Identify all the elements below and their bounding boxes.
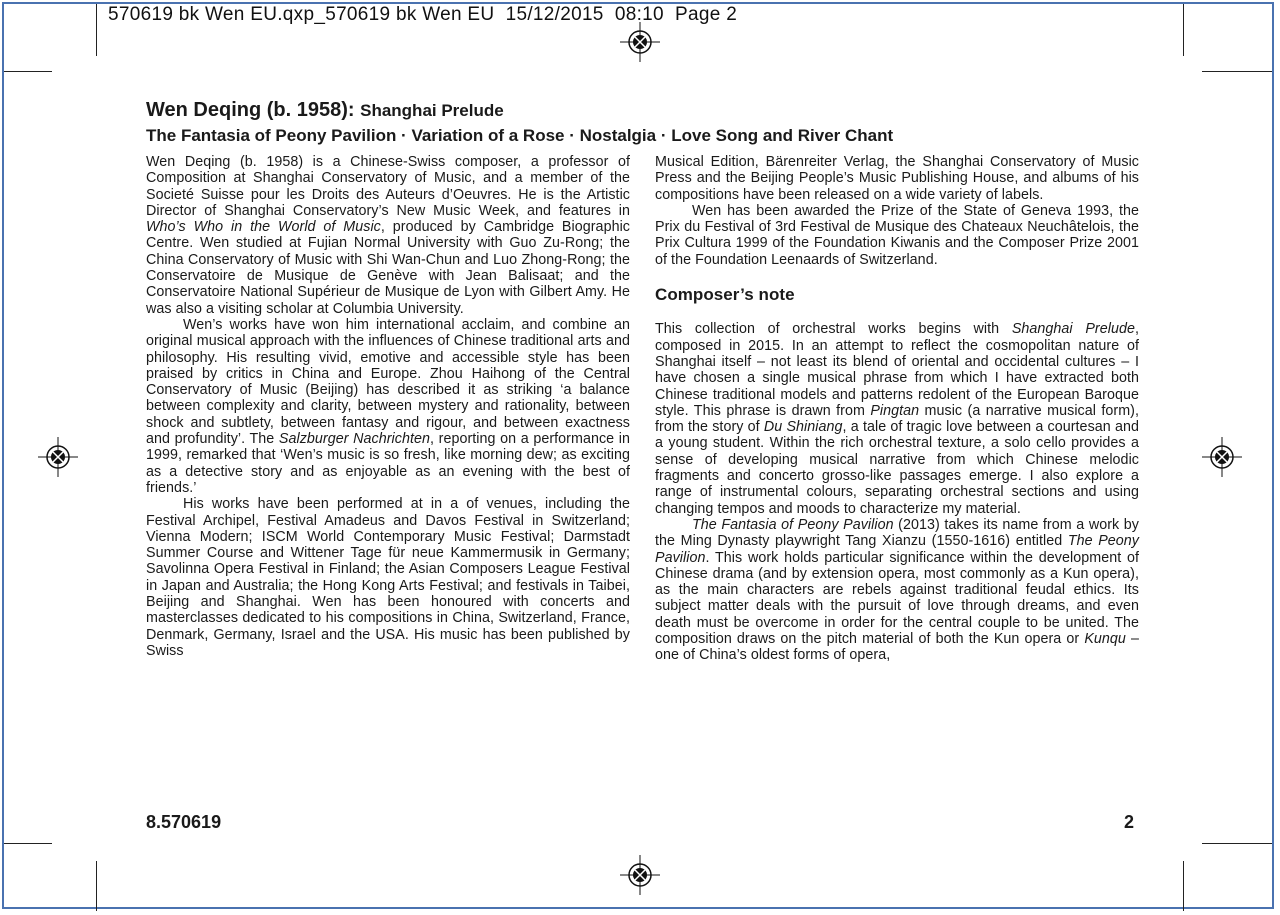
text-run: , a tale of tragic love between a courtesan and a young student. Within the rich orchestral texture, a solo cello provides a sense of developing musical narrative from which Chinese melodic fragments and concerto grosso-like passages emerge. I also explore a range of instrumental colours, separating orchestral sections and using changing tempos and moods to characterize my material. (655, 419, 1139, 517)
italic-title: The Fantasia of Peony Pavilion (692, 516, 894, 533)
bio-paragraph-5: Wen has been awarded the Prize of the State of Geneva 1993, the Prix du Festival of 3rd Festival de Musique des Chateaux Neuchâtelois, the Prix Cultura 1999 of the Foundation Kiwanis and the Composer Prize 2001 of the Foundation Leenaards of Switzerland. (655, 202, 1139, 268)
bio-paragraph-3: His works have been performed at in a of venues, including the Festival Archipel, Festival Amadeus and Davos Festival in Switzerland; Vienna Modern; ISCM World Contemporary Music Festival; Darmstadt Summer Course and Wittener Tage für neue Kammermusik in Germany; Savolinna Opera Festival in Finland; the Asian Composers League Festival in Japan and Australia; the Hong Kong Arts Festival; and festivals in Taibei, Beijing and Shanghai. Wen has been honoured with concerts and masterclasses dedicated to his compositions in China, Switzerland, France, Denmark, Germany, Israel and the USA. His music has been published by Swiss (146, 496, 630, 659)
registration-mark-bottom-icon (620, 855, 660, 895)
composer-heading: Wen Deqing (b. 1958): (146, 99, 361, 121)
italic-title: Kunqu (1084, 631, 1126, 648)
crop-mark-top-right-v (1183, 4, 1184, 56)
registration-mark-left-icon (38, 437, 78, 477)
crop-mark-top-left-v (96, 4, 97, 56)
text-run: music (a narrative musical form), from the story of (655, 402, 1139, 436)
page-title (146, 99, 504, 122)
work-heading: Shanghai Prelude (360, 101, 504, 120)
crop-mark-bottom-right-v (1183, 861, 1184, 911)
italic-title: Pingtan (870, 402, 920, 419)
crop-mark-bottom-left-h (4, 843, 52, 844)
right-column (655, 154, 1139, 664)
note-paragraph-1 (655, 321, 1139, 517)
text-run: , produced by Cambridge Biographic Centre. Wen studied at Fujian Normal University with Guo Zu-Rong; the China Conservatory of Music with Shi Wan-Chun and Luo Zhong-Rong; the Conservatoire de Musique de Genève with Jean Balisaat; and the Conservatoire National Supérieur de Musique de Lyon with Gilbert Amy. He was also a visiting scholar at Columbia University. (146, 219, 630, 317)
crop-mark-bottom-right-h (1202, 843, 1272, 844)
bio-paragraph-1 (146, 154, 630, 317)
registration-mark-right-icon (1202, 437, 1242, 477)
italic-title: The Peony Pavilion (655, 533, 1139, 566)
text-run: , reporting on a performance in 1999, remarked that ‘Wen’s music is so fresh, like morning dew; as exciting as a detective story and as enjoyable as an evening with the best of friends.’ (146, 431, 630, 496)
crop-mark-bottom-left-v (96, 861, 97, 911)
note-paragraph-2 (655, 517, 1139, 664)
text-run: Wen’s works have won him international acclaim, and combine an original musical approach with the influences of Chinese traditional arts and philosophy. His resulting vivid, emotive and accessible style has been praised by critics in China and Europe. Zhou Haihong of the Central Conservatory of Music (Beijing) has described it as striking ‘a balance between complexity and clarity, between mystery and rationality, between shock and subtlety, between fantasy and rigour, and between exactness and profundity’. The (146, 316, 630, 448)
text-run: Wen Deqing (b. 1958) is a Chinese-Swiss composer, a professor of Composition at Shanghai Conservatory of Music, and a member of the Societé Suisse pour les Droits des Auteurs d’Oeuvres. He is the Artistic Director of Shanghai Conservatory’s New Music Week, and features in (146, 154, 630, 219)
section-title: Composer’s note (655, 285, 795, 305)
page-number: 2 (1124, 812, 1135, 832)
text-run: , composed in 2015. In an attempt to reflect the cosmopolitan nature of Shanghai itself – not least its blend of oriental and occidental cultures – I have chosen a single musical phrase from which I have extracted both Chinese traditional models and patterns redolent of the European Baroque style. This phrase is drawn from (655, 321, 1139, 419)
italic-title: Salzburger Nachrichten (278, 431, 430, 448)
print-slug: 570619 bk Wen EU.qxp_570619 bk Wen EU 15/12/2015 08:10 Page 2 (108, 4, 738, 25)
text-run: – one of China’s oldest forms of opera, (655, 631, 1139, 664)
left-column (146, 154, 630, 659)
catalog-number: 8.570619 (146, 812, 222, 832)
bio-paragraph-2 (146, 317, 630, 496)
italic-title: Shanghai Prelude (1011, 321, 1135, 338)
crop-mark-top-left-h (4, 71, 52, 72)
italic-title: Who’s Who in the World of Music (146, 219, 381, 236)
works-subtitle: The Fantasia of Peony Pavilion · Variation of a Rose · Nostalgia · Love Song and River Chant (146, 126, 894, 145)
crop-mark-top-right-h (1202, 71, 1272, 72)
text-run: This collection of orchestral works begins with (655, 321, 1012, 338)
italic-title: Du Shiniang (763, 419, 843, 436)
text-run: (2013) takes its name from a work by the Ming Dynasty playwright Tang Xianzu (1550-1616) entitled (655, 516, 1140, 550)
bio-paragraph-4: Musical Edition, Bärenreiter Verlag, the Shanghai Conservatory of Music Press and the Beijing People’s Music Publishing House, and albums of his compositions have been released on a wide variety of labels. (655, 154, 1139, 203)
registration-mark-top-icon (620, 22, 660, 62)
text-run: . This work holds particular significance within the development of Chinese drama (and by extension opera, most commonly as a Kun opera), as the main characters are rebels against traditional feudal ethics. Its subject matter deals with the pursuit of love through dreams, and even death must be overcome in order for the central couple to be united. The composition draws on the pitch material of both the Kun opera or (655, 549, 1139, 648)
